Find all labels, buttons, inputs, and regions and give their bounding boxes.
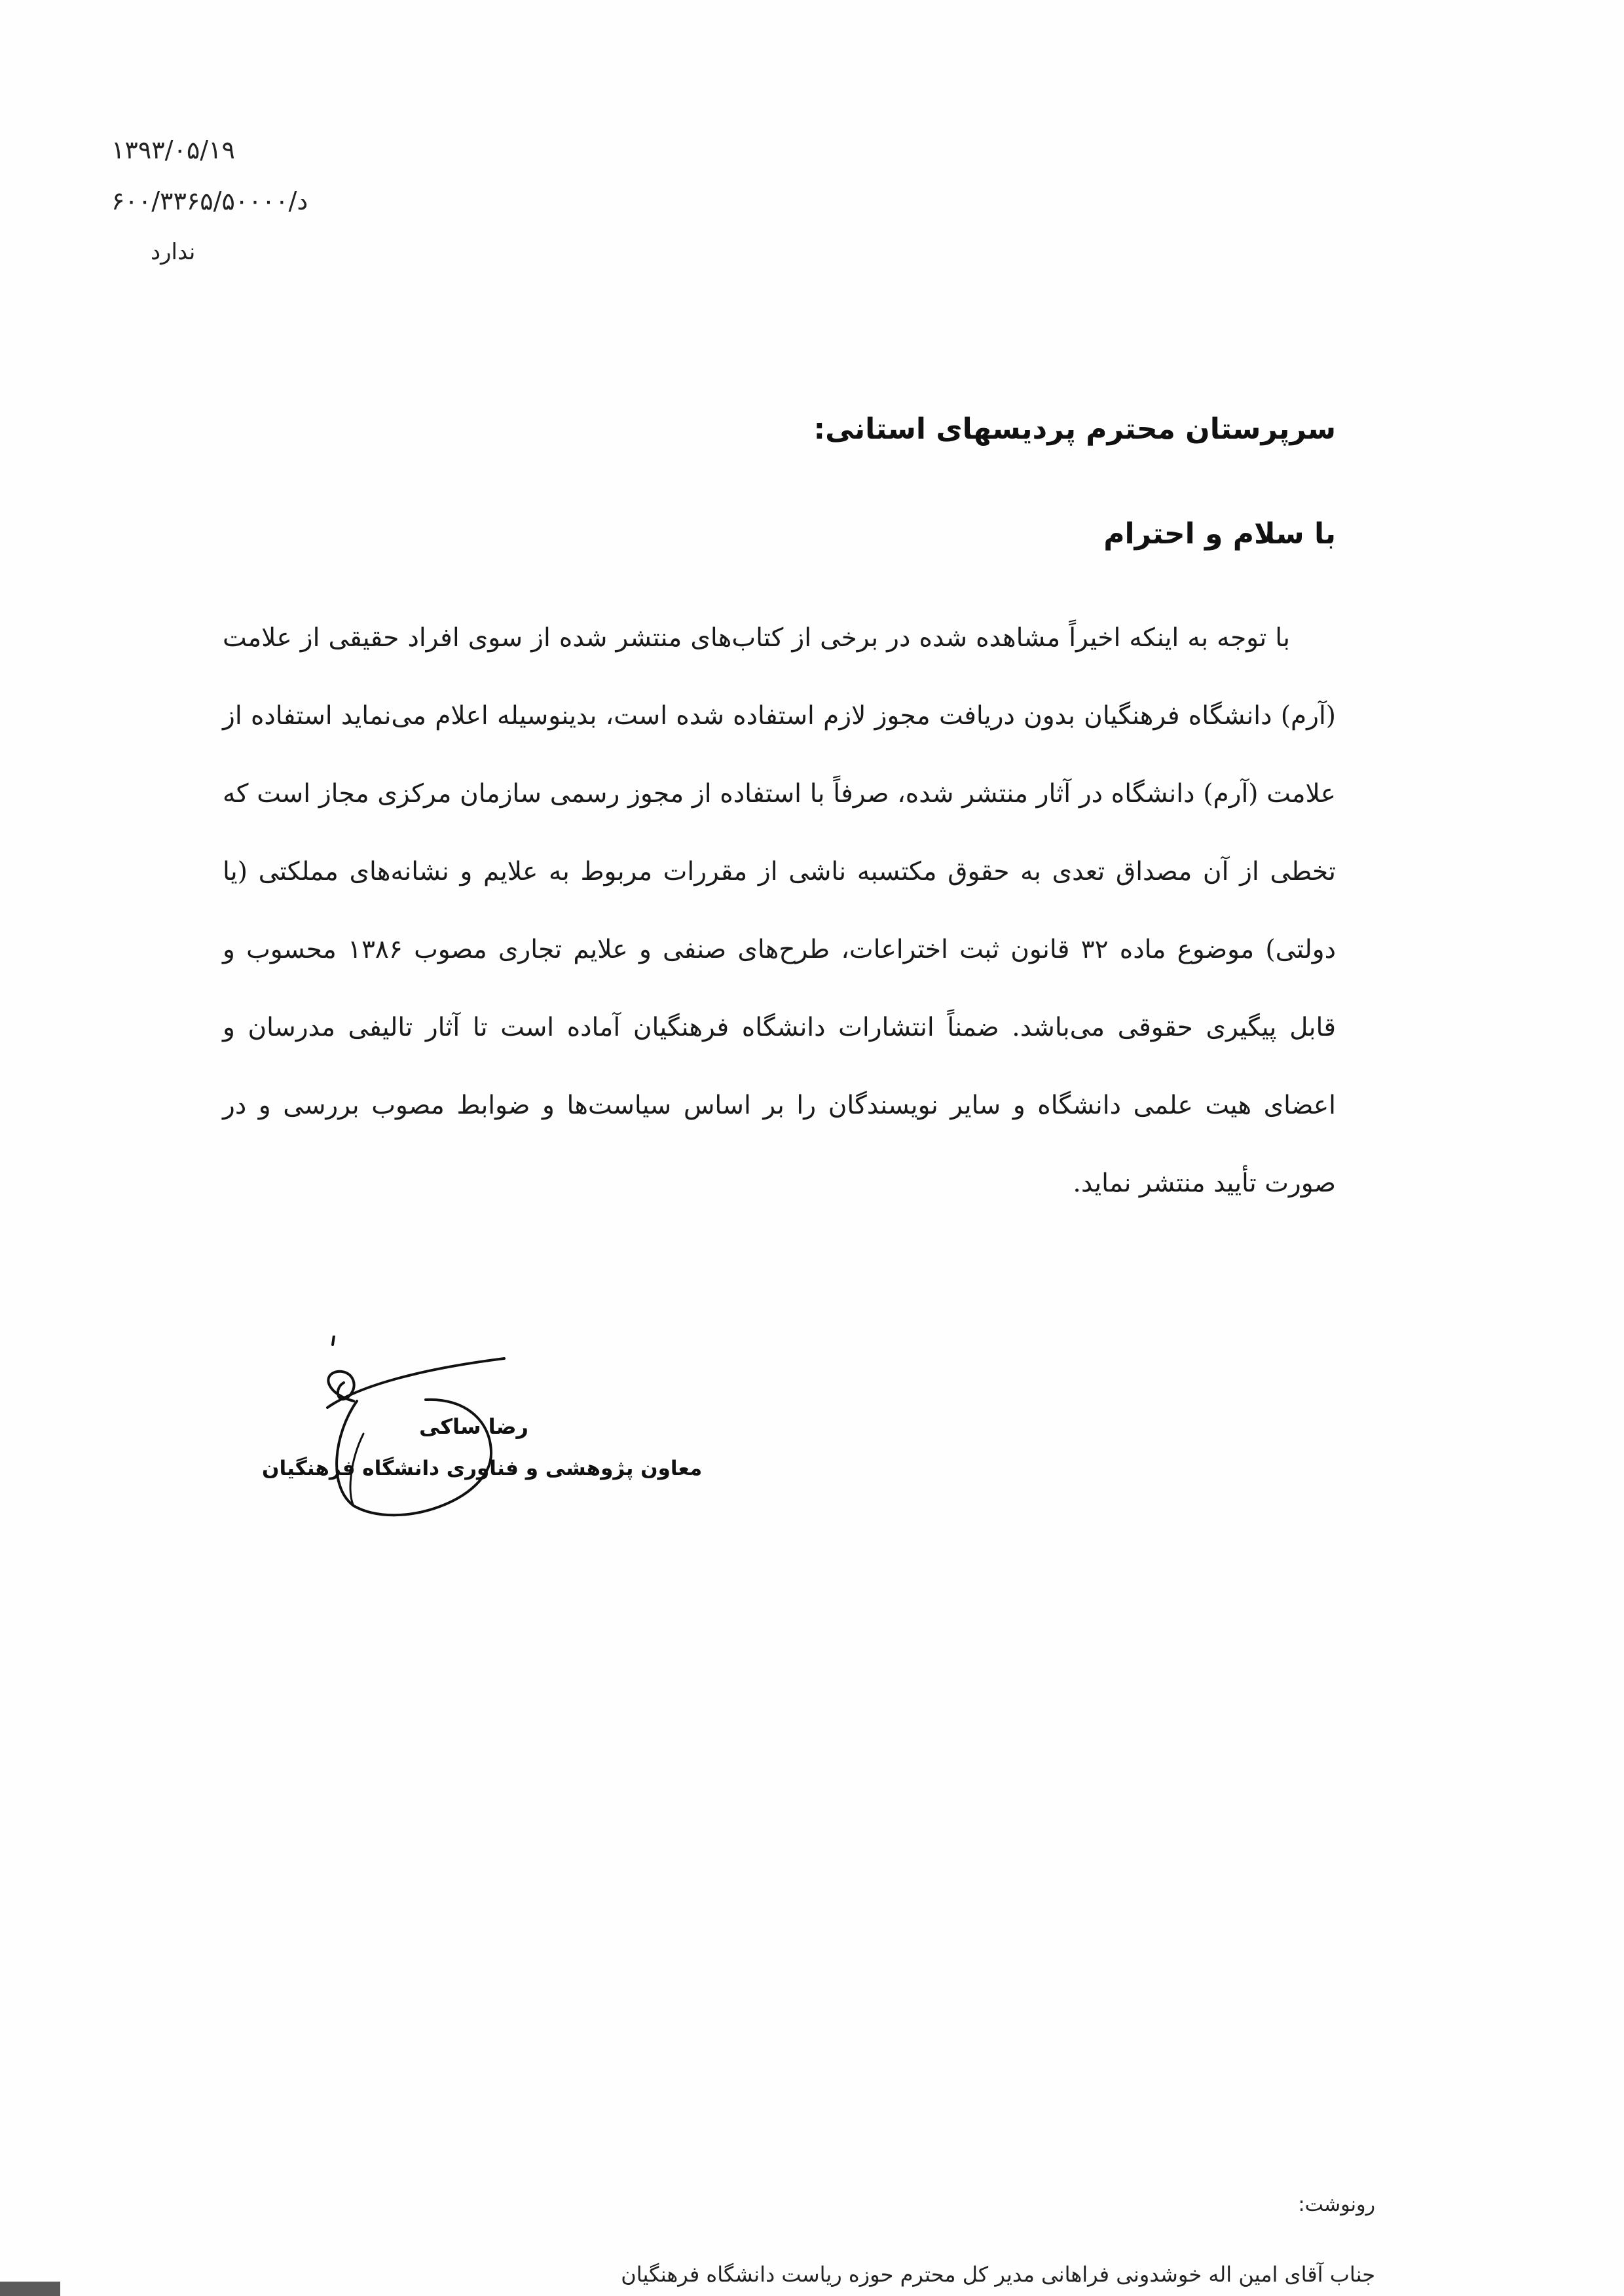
scan-corner-mark bbox=[0, 2282, 60, 2296]
signature-block bbox=[255, 1336, 703, 1532]
greeting: با سلام و احترام bbox=[1103, 517, 1336, 551]
letter-date: ۱۳۹۳/۰۵/۱۹ bbox=[111, 136, 235, 164]
letter-meta bbox=[111, 124, 360, 278]
signer-title: معاون پژوهشی و فناوری دانشگاه فرهنگیان bbox=[262, 1457, 703, 1480]
letter-attachment: ندارد bbox=[151, 239, 196, 265]
cc-label: رونوشت: bbox=[1298, 2193, 1375, 2216]
recipient-heading: سرپرستان محترم پردیسهای استانی: bbox=[813, 412, 1336, 446]
letter-body bbox=[223, 599, 1336, 1222]
body-paragraph: با توجه به اینکه اخیراً مشاهده شده در برخی از کتاب‌های منتشر شده از سوی افراد حقیقی از علامت (آرم) دانشگاه فرهنگیان بدون دریافت مجوز لازم استفاده شده است، بدینوسیله اعلام می‌نماید استفاده از علامت (آرم) دانشگاه در آثار منتشر شده، صرفاً با استفاده از مجوز رسمی سازمان مرکزی مجاز است که تخطی از آن مصداق تعدی به حقوق مکتسبه ناشی از مقررات مربوط به علایم و نشانه‌های مملکتی (یا دولتی) موضوع ماده ۳۲ قانون ثبت اختراعات، طرح‌های صنفی و علایم تجاری مصوب ۱۳۸۶ محسوب و قابل پیگیری حقوقی می‌باشد. ضمناً انتشارات دانشگاه فرهنگیان آماده است تا آثار تالیفی مدرسان و اعضای هیت علمی دانشگاه و سایر نویسندگان را بر اساس سیاست‌ها و ضوابط مصوب بررسی و در صورت تأیید منتشر نماید. bbox=[223, 623, 1336, 1198]
letter-number: ۶۰۰/۳۳۶۵/۵۰۰۰۰/د bbox=[111, 187, 308, 215]
cc-recipient: جناب آقای امین اله خوشدونی فراهانی مدیر کل محترم حوزه ریاست دانشگاه فرهنگیان bbox=[621, 2262, 1375, 2287]
signer-name: رضا ساکی bbox=[419, 1414, 528, 1439]
